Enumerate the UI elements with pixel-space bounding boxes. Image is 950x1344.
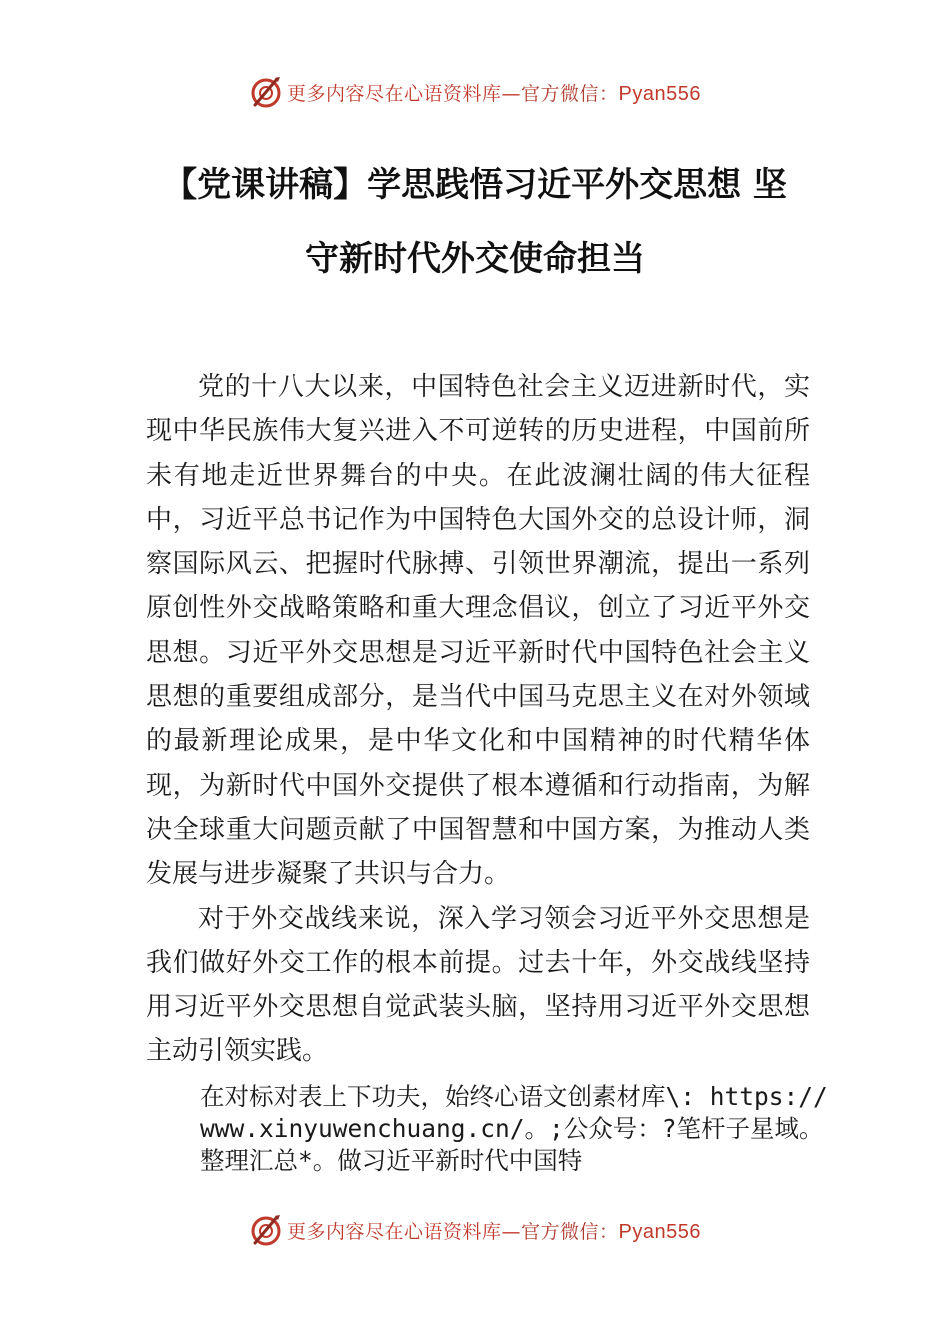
separator: — xyxy=(501,82,522,105)
header-banner xyxy=(0,70,950,114)
brush-logo-icon xyxy=(249,1213,283,1247)
wechat-label: 官方微信： xyxy=(521,82,619,105)
paragraph-2: 对于外交战线来说，深入学习领会习近平外交思想是我们做好外交工作的根本前提。过去十年，外交战线坚持用习近平外交思想自觉武装头脑，坚持用习近平外交思想主动引领实践。 xyxy=(146,903,810,1067)
wechat-id: Pyan556 xyxy=(618,82,701,105)
document-title xyxy=(100,148,850,296)
footer-banner-text xyxy=(287,1217,701,1244)
header-banner-text xyxy=(287,79,701,106)
document-body xyxy=(146,365,810,1074)
title-line-1: 【党课讲稿】学思践悟习近平外交思想 坚 xyxy=(163,165,787,205)
brush-logo-icon xyxy=(249,75,283,109)
paragraph-1: 党的十八大以来，中国特色社会主义迈进新时代，实现中华民族伟大复兴进入不可逆转的历史进程，中国前所未有地走近世界舞台的中央。在此波澜壮阔的伟大征程中，习近平总书记作为中国特色大国外交的总设计师，洞察国际风云、把握时代脉搏、引领世界潮流，提出一系列原创性外交战略策略和重大理念倡议，创立了习近平外交思想。习近平外交思想是习近平新时代中国特色社会主义思想的重要组成部分，是当代中国马克思主义在对外领域的最新理论成果，是中华文化和中国精神的时代精华体现，为新时代中国外交提供了根本遵循和行动指南，为解决全球重大问题贡献了中国智慧和中国方案，为推动人类发展与进步凝聚了共识与合力。 xyxy=(146,372,810,890)
separator: — xyxy=(501,1220,522,1243)
site-name: 更多内容尽在心语资料库 xyxy=(287,1220,502,1243)
wechat-id: Pyan556 xyxy=(618,1220,701,1243)
wechat-label: 官方微信： xyxy=(521,1220,619,1243)
footer-banner xyxy=(0,1208,950,1252)
site-name: 更多内容尽在心语资料库 xyxy=(287,82,502,105)
source-note: 在对标对表上下功夫，始终心语文创素材库\: https://www.xinyuwenchuang.cn/。;公众号：?笔杆子星域。整理汇总*。做习近平新时代中国特 xyxy=(200,1082,828,1175)
title-line-2: 守新时代外交使命担当 xyxy=(305,239,645,279)
